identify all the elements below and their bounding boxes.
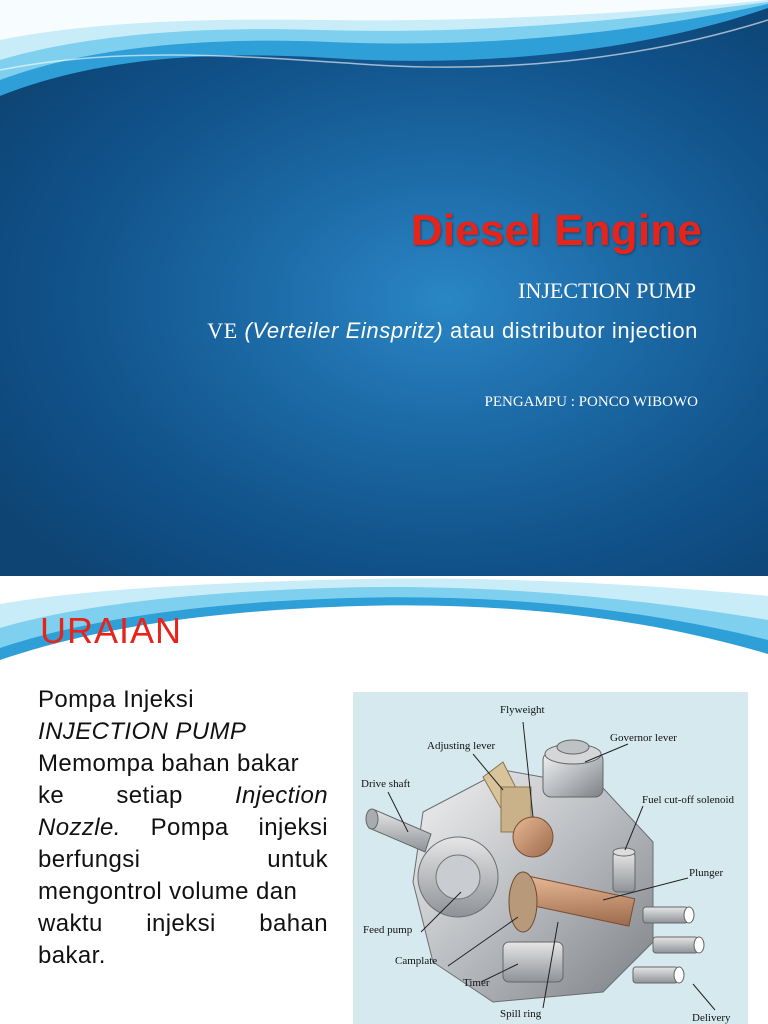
- word: Nozzle.: [38, 814, 121, 841]
- section-heading: URAIAN: [40, 610, 183, 651]
- label-camplate: Camplate: [395, 955, 438, 967]
- label-plunger: Plunger: [689, 867, 724, 879]
- injection-pump-diagram: [353, 692, 748, 1024]
- label-spill-ring: Spill ring: [500, 1008, 542, 1020]
- text-line: bakar.: [38, 942, 106, 969]
- text-line: [38, 812, 328, 844]
- subtitle-distributor: atau distributor injection: [450, 318, 698, 343]
- slide-title-text: Diesel Engine: [410, 206, 702, 255]
- text-line: [38, 844, 328, 876]
- word: Pompa: [150, 814, 229, 841]
- text-line: Memompa bahan bakar: [38, 750, 300, 777]
- label-adjusting-lever: Adjusting lever: [427, 740, 496, 752]
- label-fuel-cutoff-solenoid: Fuel cut-off solenoid: [642, 794, 735, 806]
- author-line: PENGAMPU : PONCO WIBOWO: [484, 394, 698, 410]
- label-flyweight: Flyweight: [500, 704, 545, 716]
- label-feed-pump: Feed pump: [363, 924, 413, 936]
- label-governor-lever: Governor lever: [610, 732, 677, 744]
- text-line: mengontrol volume dan: [38, 878, 298, 905]
- word: waktu: [38, 910, 103, 937]
- text-line: [38, 908, 328, 940]
- word: ke: [38, 782, 65, 809]
- label-drive-shaft: Drive shaft: [361, 778, 411, 790]
- word: injeksi: [258, 814, 328, 841]
- slide-uraian: [0, 576, 768, 1024]
- wave-decoration: [0, 0, 768, 110]
- pump-illustration: [353, 692, 748, 1024]
- word: bahan: [259, 910, 328, 937]
- word: untuk: [267, 846, 328, 873]
- text-line: [38, 780, 328, 812]
- label-timer: Timer: [463, 977, 490, 989]
- word: berfungsi: [38, 846, 141, 873]
- description-paragraph: [38, 684, 328, 972]
- text-line: Pompa Injeksi: [38, 686, 194, 713]
- text-line: INJECTION PUMP: [38, 718, 247, 745]
- subtitle-ve: VE: [207, 318, 238, 343]
- word: injeksi: [146, 910, 216, 937]
- word: setiap: [116, 782, 183, 809]
- word: Injection: [234, 782, 328, 809]
- label-delivery: Delivery: [692, 1012, 731, 1024]
- subtitle-verteiler-einspritz: (Verteiler Einspritz): [244, 318, 444, 343]
- subtitle-injection-pump: INJECTION PUMP: [518, 278, 696, 303]
- subtitle-ve-line: [207, 318, 698, 344]
